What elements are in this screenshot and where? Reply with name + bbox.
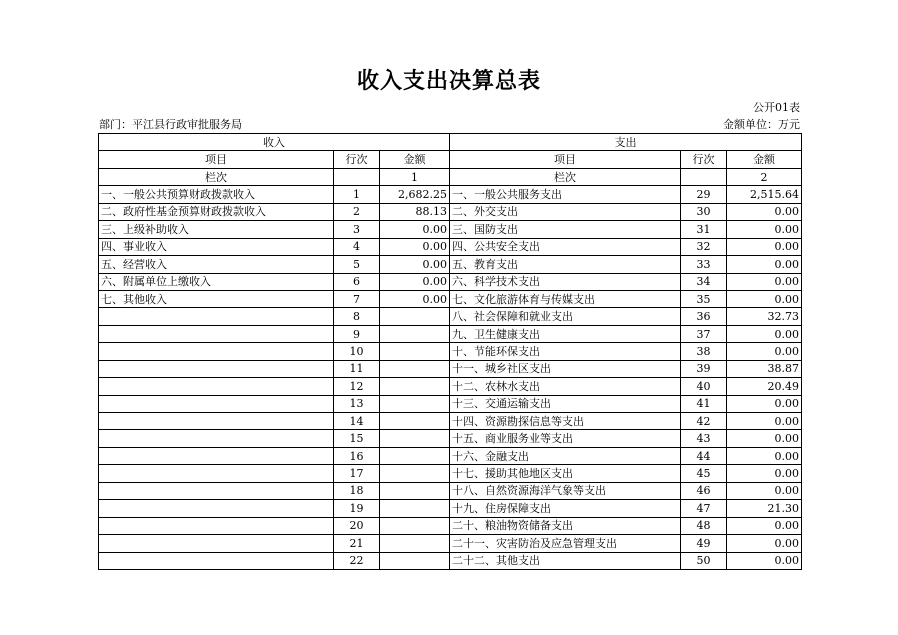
expense-item-cell: 二十、粮油物资储备支出 [450, 517, 681, 534]
income-amount-cell [380, 395, 450, 412]
income-item-cell [99, 343, 334, 360]
expense-amount-cell: 0.00 [727, 465, 802, 482]
expense-line-cell: 42 [681, 413, 727, 430]
income-line-cell: 21 [334, 535, 380, 552]
expense-line-cell: 48 [681, 517, 727, 534]
income-item-header: 项目 [99, 151, 334, 168]
table-row [99, 273, 802, 290]
income-line-cell: 15 [334, 430, 380, 447]
expense-item-cell: 十九、住房保障支出 [450, 500, 681, 517]
expense-amount-cell: 0.00 [727, 447, 802, 464]
expense-line-cell: 37 [681, 325, 727, 342]
expense-amount-cell: 2,515.64 [727, 186, 802, 203]
expense-amount-cell: 0.00 [727, 290, 802, 307]
expense-amount-cell: 0.00 [727, 430, 802, 447]
income-item-cell: 五、经营收入 [99, 256, 334, 273]
expense-item-cell: 二十二、其他支出 [450, 552, 681, 569]
expense-item-cell: 四、公共安全支出 [450, 238, 681, 255]
expense-line-cell: 33 [681, 256, 727, 273]
expense-amount-cell: 32.73 [727, 308, 802, 325]
income-amount-cell: 0.00 [380, 256, 450, 273]
income-amount-header: 金额 [380, 151, 450, 168]
income-line-cell: 11 [334, 360, 380, 377]
column-number-row [99, 168, 802, 185]
income-item-cell [99, 500, 334, 517]
income-amount-cell [380, 343, 450, 360]
income-line-cell: 13 [334, 395, 380, 412]
expense-line-cell: 34 [681, 273, 727, 290]
expense-item-cell: 十二、农林水支出 [450, 378, 681, 395]
expense-line-cell: 41 [681, 395, 727, 412]
expense-line-cell: 46 [681, 482, 727, 499]
income-item-cell [99, 308, 334, 325]
expense-item-cell: 十、节能环保支出 [450, 343, 681, 360]
income-line-cell: 19 [334, 500, 380, 517]
income-line-cell: 9 [334, 325, 380, 342]
expense-amount-cell: 0.00 [727, 203, 802, 220]
expense-amount-cell: 0.00 [727, 343, 802, 360]
income-column-number: 1 [380, 168, 450, 185]
income-line-cell: 12 [334, 378, 380, 395]
expense-item-cell: 十八、自然资源海洋气象等支出 [450, 482, 681, 499]
expense-amount-cell: 0.00 [727, 517, 802, 534]
department-label: 部门：平江县行政审批服务局 [99, 118, 242, 131]
income-item-cell [99, 482, 334, 499]
section-header-row [99, 134, 802, 151]
expense-amount-cell: 0.00 [727, 325, 802, 342]
expense-item-cell: 一、一般公共服务支出 [450, 186, 681, 203]
expense-amount-cell: 0.00 [727, 482, 802, 499]
income-item-cell [99, 413, 334, 430]
income-item-cell [99, 378, 334, 395]
income-amount-cell: 0.00 [380, 221, 450, 238]
page-title: 收入支出决算总表 [356, 69, 541, 94]
income-item-cell [99, 465, 334, 482]
income-item-cell [99, 552, 334, 569]
income-item-cell [99, 517, 334, 534]
table-row [99, 517, 802, 534]
income-item-cell [99, 447, 334, 464]
expense-item-cell: 十七、援助其他地区支出 [450, 465, 681, 482]
table-row [99, 465, 802, 482]
expense-line-blank [681, 168, 727, 185]
table-row [99, 221, 802, 238]
income-column-label: 栏次 [99, 168, 334, 185]
table-row [99, 308, 802, 325]
expense-amount-header: 金额 [727, 151, 802, 168]
expense-item-cell: 八、社会保障和就业支出 [450, 308, 681, 325]
expense-item-cell: 九、卫生健康支出 [450, 325, 681, 342]
income-item-cell: 一、一般公共预算财政拨款收入 [99, 186, 334, 203]
income-item-cell: 七、其他收入 [99, 290, 334, 307]
expense-item-cell: 二十一、灾害防治及应急管理支出 [450, 535, 681, 552]
table-body [99, 186, 802, 570]
expense-item-cell: 十五、商业服务业等支出 [450, 430, 681, 447]
income-line-cell: 14 [334, 413, 380, 430]
income-amount-cell [380, 552, 450, 569]
expense-amount-cell: 0.00 [727, 256, 802, 273]
expense-line-cell: 49 [681, 535, 727, 552]
table-row [99, 360, 802, 377]
expense-amount-cell: 0.00 [727, 552, 802, 569]
expense-amount-cell: 0.00 [727, 238, 802, 255]
expense-amount-cell: 0.00 [727, 273, 802, 290]
expense-item-cell: 七、文化旅游体育与传媒支出 [450, 290, 681, 307]
expense-line-cell: 47 [681, 500, 727, 517]
income-line-cell: 8 [334, 308, 380, 325]
expense-column-label: 栏次 [450, 168, 681, 185]
income-expense-table [98, 133, 802, 570]
income-amount-cell [380, 447, 450, 464]
income-amount-cell: 88.13 [380, 203, 450, 220]
column-header-row [99, 151, 802, 168]
table-row [99, 447, 802, 464]
expense-line-cell: 32 [681, 238, 727, 255]
income-item-cell [99, 325, 334, 342]
income-amount-cell [380, 465, 450, 482]
table-number: 公开01表 [753, 101, 800, 114]
income-line-cell: 3 [334, 221, 380, 238]
table-row [99, 325, 802, 342]
table-row [99, 343, 802, 360]
expense-line-cell: 35 [681, 290, 727, 307]
income-line-cell: 4 [334, 238, 380, 255]
expense-amount-cell: 0.00 [727, 413, 802, 430]
amount-unit-label: 金额单位：万元 [723, 118, 800, 131]
expense-line-cell: 44 [681, 447, 727, 464]
income-line-cell: 10 [334, 343, 380, 360]
expense-item-cell: 十三、交通运输支出 [450, 395, 681, 412]
income-line-cell: 2 [334, 203, 380, 220]
income-amount-cell: 2,682.25 [380, 186, 450, 203]
expense-line-cell: 43 [681, 430, 727, 447]
expense-line-cell: 36 [681, 308, 727, 325]
table-row [99, 430, 802, 447]
table-row [99, 256, 802, 273]
income-amount-cell [380, 378, 450, 395]
income-line-cell: 17 [334, 465, 380, 482]
expense-amount-cell: 21.30 [727, 500, 802, 517]
income-amount-cell [380, 535, 450, 552]
income-amount-cell [380, 360, 450, 377]
income-item-cell: 二、政府性基金预算财政拨款收入 [99, 203, 334, 220]
income-line-cell: 7 [334, 290, 380, 307]
table-row [99, 552, 802, 569]
expense-amount-cell: 20.49 [727, 378, 802, 395]
expense-line-cell: 31 [681, 221, 727, 238]
income-line-cell: 6 [334, 273, 380, 290]
income-line-cell: 18 [334, 482, 380, 499]
income-section-header: 收入 [99, 134, 450, 151]
table-row [99, 535, 802, 552]
expense-item-cell: 五、教育支出 [450, 256, 681, 273]
income-amount-cell [380, 413, 450, 430]
income-amount-cell: 0.00 [380, 290, 450, 307]
expense-item-cell: 三、国防支出 [450, 221, 681, 238]
income-item-cell: 六、附属单位上缴收入 [99, 273, 334, 290]
expense-amount-cell: 38.87 [727, 360, 802, 377]
expense-amount-cell: 0.00 [727, 221, 802, 238]
table-row [99, 290, 802, 307]
expense-item-cell: 十一、城乡社区支出 [450, 360, 681, 377]
table-row [99, 500, 802, 517]
income-amount-cell [380, 482, 450, 499]
table-row [99, 203, 802, 220]
table-row [99, 482, 802, 499]
expense-item-cell: 六、科学技术支出 [450, 273, 681, 290]
income-item-cell: 四、事业收入 [99, 238, 334, 255]
income-item-cell [99, 395, 334, 412]
table-row [99, 413, 802, 430]
income-amount-cell [380, 430, 450, 447]
income-amount-cell [380, 517, 450, 534]
expense-line-cell: 40 [681, 378, 727, 395]
income-amount-cell [380, 500, 450, 517]
expense-section-header: 支出 [450, 134, 802, 151]
expense-line-cell: 50 [681, 552, 727, 569]
income-item-cell: 三、上级补助收入 [99, 221, 334, 238]
expense-line-cell: 39 [681, 360, 727, 377]
table-row [99, 238, 802, 255]
table-row [99, 186, 802, 203]
income-line-cell: 1 [334, 186, 380, 203]
income-line-cell: 22 [334, 552, 380, 569]
income-line-header: 行次 [334, 151, 380, 168]
income-item-cell [99, 360, 334, 377]
income-amount-cell: 0.00 [380, 238, 450, 255]
expense-line-cell: 30 [681, 203, 727, 220]
expense-item-header: 项目 [450, 151, 681, 168]
expense-item-cell: 十四、资源勘探信息等支出 [450, 413, 681, 430]
expense-line-cell: 38 [681, 343, 727, 360]
expense-line-cell: 45 [681, 465, 727, 482]
table-row [99, 395, 802, 412]
table-row [99, 378, 802, 395]
income-line-cell: 20 [334, 517, 380, 534]
expense-amount-cell: 0.00 [727, 395, 802, 412]
expense-column-number: 2 [727, 168, 802, 185]
expense-item-cell: 十六、金融支出 [450, 447, 681, 464]
income-item-cell [99, 430, 334, 447]
income-line-cell: 16 [334, 447, 380, 464]
expense-line-cell: 29 [681, 186, 727, 203]
expense-line-header: 行次 [681, 151, 727, 168]
income-item-cell [99, 535, 334, 552]
expense-amount-cell: 0.00 [727, 535, 802, 552]
income-line-blank [334, 168, 380, 185]
income-amount-cell [380, 308, 450, 325]
income-amount-cell [380, 325, 450, 342]
income-line-cell: 5 [334, 256, 380, 273]
expense-item-cell: 二、外交支出 [450, 203, 681, 220]
income-amount-cell: 0.00 [380, 273, 450, 290]
